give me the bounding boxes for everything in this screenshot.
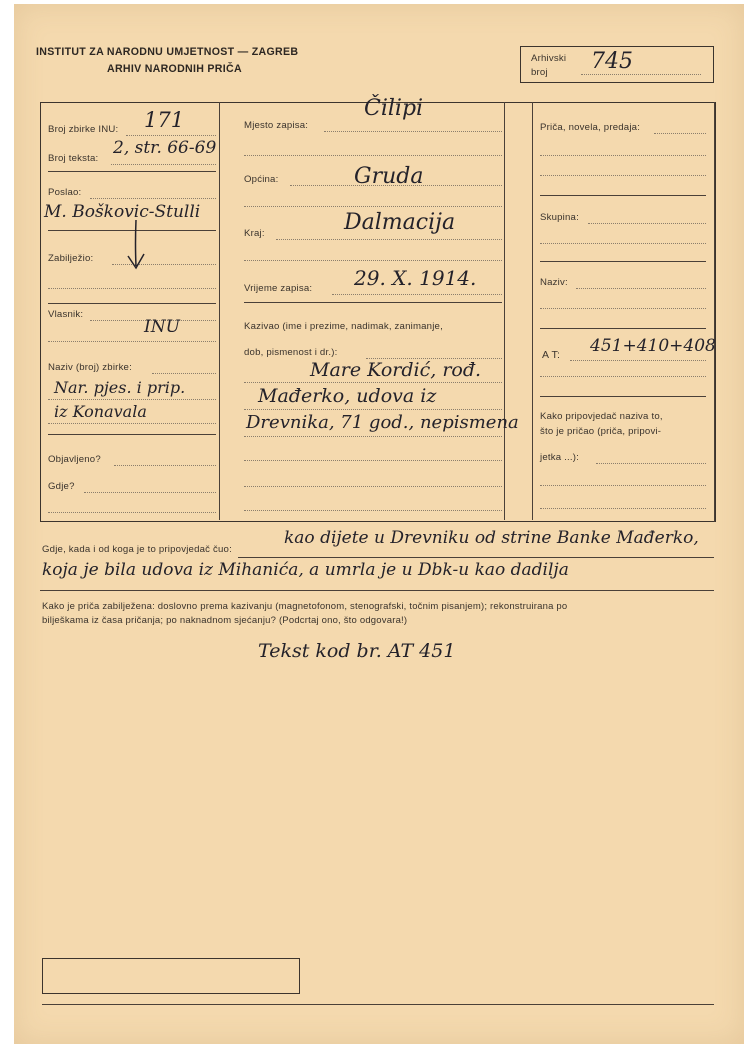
archive-number-label-1: Arhivski xyxy=(531,53,567,64)
sent-by-value: M. Boškovic-Stulli xyxy=(44,202,201,222)
story-type-label: Priča, novela, predaja: xyxy=(540,122,641,133)
archive-number-box xyxy=(520,46,714,83)
text-note: Tekst kod br. AT 451 xyxy=(258,640,456,662)
institute-title: INSTITUT ZA NARODNU UMJETNOST — ZAGREB xyxy=(36,46,299,58)
name-label: Naziv: xyxy=(540,277,568,288)
collection-name-label: Naziv (broj) zbirke: xyxy=(48,362,132,373)
recording-method-text-1: Kako je priča zabilježena: doslovno prema kazivanju (magnetofonom, stenografski, točnim pisanjem); rekonstruirana po xyxy=(42,601,568,612)
group-label: Skupina: xyxy=(540,212,579,223)
municipality-label: Općina: xyxy=(244,174,279,185)
collection-name-value-1: Nar. pjes. i prip. xyxy=(54,378,186,397)
heard-from-label: Gdje, kada i od koga je to pripovjedač čuo: xyxy=(42,544,232,555)
recorded-by-label: Zabilježio: xyxy=(48,253,94,264)
narrator-label-2: dob, pismenost i dr.): xyxy=(244,347,338,358)
narrator-term-label-3: jetka ...): xyxy=(540,452,579,463)
narrator-term-label-1: Kako pripovjedač naziva to, xyxy=(540,411,663,422)
empty-stamp-box xyxy=(42,958,300,994)
archive-title: ARHIV NARODNIH PRIČA xyxy=(107,63,242,75)
heard-from-value-1: kao dijete u Drevniku od strine Banke Mađerko, xyxy=(284,528,699,548)
at-value: 451+410+408 xyxy=(590,336,716,356)
narrator-value-2: Mađerko, udova iz xyxy=(258,385,437,407)
text-number-value: 2, str. 66-69 xyxy=(113,138,217,158)
record-date-value: 29. X. 1914. xyxy=(354,266,477,290)
heard-from-value-2: koja je bila udova iz Mihanića, a umrla je u Dbk-u kao dadilja xyxy=(42,560,569,580)
place-label: Mjesto zapisa: xyxy=(244,120,309,131)
narrator-value-1: Mare Kordić, rođ. xyxy=(310,359,482,381)
narrator-value-3: Drevnika, 71 god., nepismena xyxy=(246,412,519,433)
collection-name-value-2: iz Konavala xyxy=(54,402,147,421)
at-label: A T: xyxy=(542,349,561,361)
narrator-label-1: Kazivao (ime i prezime, nadimak, zanimanje, xyxy=(244,321,443,332)
narrator-term-label-2: što je pričao (priča, pripovi- xyxy=(540,426,662,437)
municipality-value: Gruda xyxy=(354,164,424,189)
recording-method-text-2: bilješkama iz časa pričanja; po naknadnom sjećanju? (Podcrtaj ono, što odgovara!) xyxy=(42,615,408,626)
published-label: Objavljeno? xyxy=(48,454,101,465)
form-sheet xyxy=(14,4,744,1044)
place-value: Čilipi xyxy=(364,96,424,121)
region-value: Dalmacija xyxy=(344,210,456,235)
owner-label: Vlasnik: xyxy=(48,309,84,320)
text-number-label: Broj teksta: xyxy=(48,153,99,164)
owner-value: INU xyxy=(144,317,180,337)
archive-number-value: 745 xyxy=(591,49,633,74)
collection-number-label: Broj zbirke INU: xyxy=(48,124,119,135)
record-date-label: Vrijeme zapisa: xyxy=(244,283,313,294)
where-label: Gdje? xyxy=(48,481,75,492)
archive-number-label-2: broj xyxy=(531,67,548,78)
region-label: Kraj: xyxy=(244,228,265,239)
collection-number-value: 171 xyxy=(144,108,185,132)
sent-by-label: Poslao: xyxy=(48,187,82,198)
down-arrow-icon xyxy=(122,218,152,272)
